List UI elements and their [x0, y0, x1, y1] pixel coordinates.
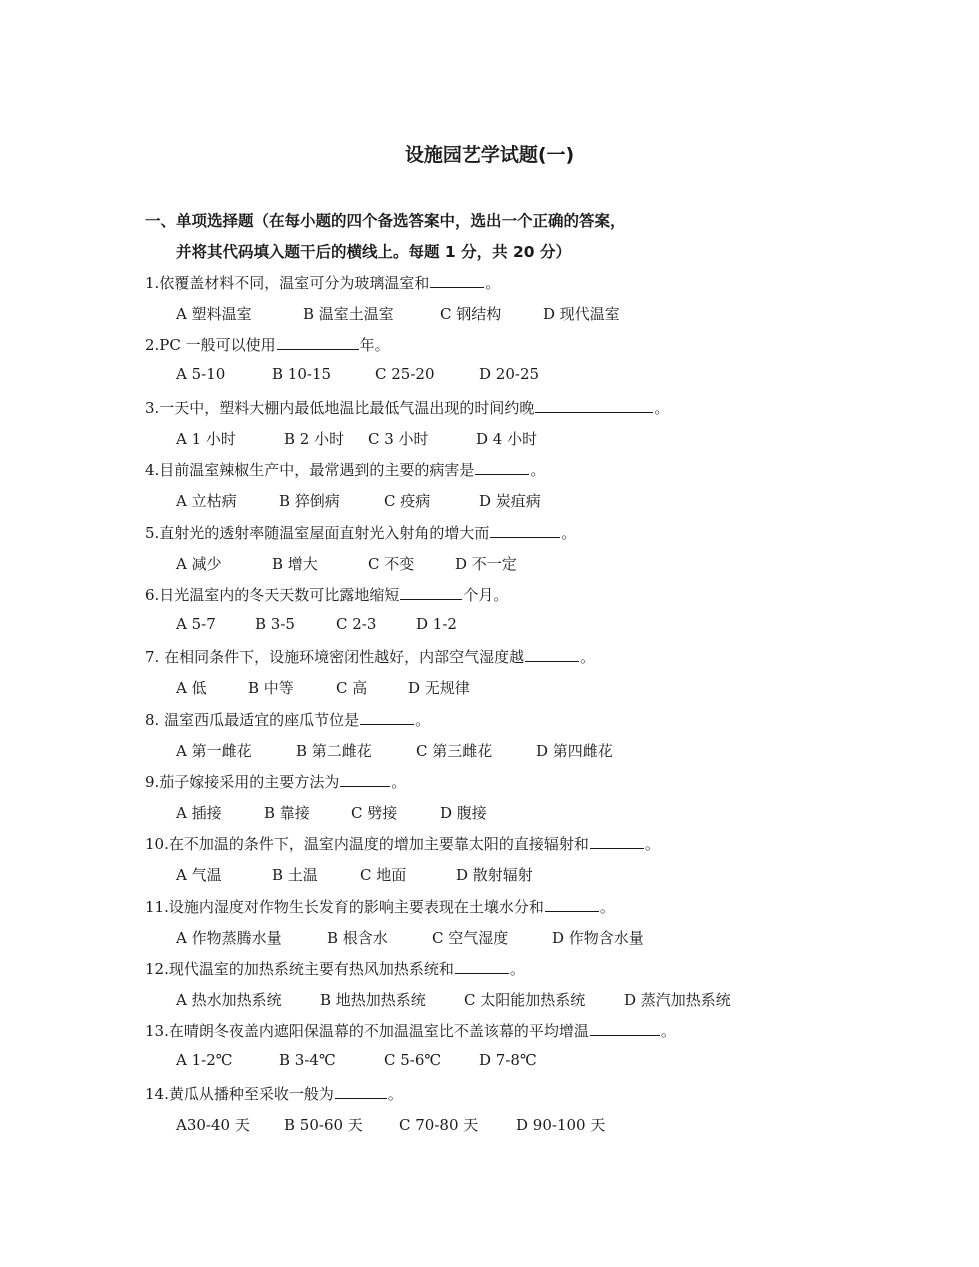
question-text: 2.PC 一般可以使用 — [145, 336, 276, 354]
option-a: A 减少 — [176, 555, 222, 573]
option-b: B 土温 — [272, 866, 318, 884]
question-suffix: 。 — [391, 773, 407, 791]
answer-blank[interactable] — [525, 646, 579, 662]
option-a: A30-40 天 — [176, 1116, 250, 1134]
question-text: 13.在晴朗冬夜盖内遮阳保温幕的不加温温室比不盖该幕的平均增温 — [145, 1022, 589, 1040]
option-b: B 第二雌花 — [296, 742, 372, 760]
question-text: 11.设施内湿度对作物生长发育的影响主要表现在土壤水分和 — [145, 898, 544, 916]
question-text: 12.现代温室的加热系统主要有热风加热系统和 — [145, 960, 454, 978]
option-b: B 温室土温室 — [303, 305, 394, 323]
question-text: 5.直射光的透射率随温室屋面直射光入射角的增大而 — [145, 524, 490, 542]
question-suffix: 。 — [644, 835, 660, 853]
question-2 — [145, 334, 390, 355]
question-4 — [145, 459, 545, 480]
option-c: C 3 小时 — [368, 430, 429, 448]
option-d: D 1-2 — [416, 615, 457, 633]
option-a: A 热水加热系统 — [176, 991, 282, 1009]
option-b: B 增大 — [272, 555, 318, 573]
question-text: 6.日光温室内的冬天天数可比露地缩短 — [145, 586, 400, 604]
question-text: 9.茄子嫁接采用的主要方法为 — [145, 773, 340, 791]
option-d: D 炭疽病 — [479, 492, 541, 510]
question-suffix: 。 — [530, 461, 546, 479]
question-14 — [145, 1083, 403, 1104]
answer-blank[interactable] — [535, 397, 653, 413]
section-heading-line1: 一、单项选择题（在每小题的四个备选答案中，选出一个正确的答案， — [145, 212, 626, 230]
option-a: A 1-2℃ — [176, 1051, 233, 1069]
question-suffix: 个月。 — [463, 586, 509, 604]
question-text: 1.依覆盖材料不同，温室可分为玻璃温室和 — [145, 274, 430, 292]
option-a: A 插接 — [176, 804, 222, 822]
question-text: 10.在不加温的条件下，温室内温度的增加主要靠太阳的直接辐射和 — [145, 835, 589, 853]
option-a: A 立枯病 — [176, 492, 237, 510]
option-a: A 塑料温室 — [176, 305, 252, 323]
question-suffix: 。 — [509, 960, 525, 978]
option-b: B 地热加热系统 — [320, 991, 426, 1009]
option-a: A 作物蒸腾水量 — [176, 929, 282, 947]
option-b: B 2 小时 — [284, 430, 345, 448]
option-a: A 低 — [176, 679, 207, 697]
question-text: 7. 在相同条件下，设施环境密闭性越好，内部空气湿度越 — [145, 648, 525, 666]
option-a: A 1 小时 — [176, 430, 236, 448]
option-c: C 太阳能加热系统 — [464, 991, 586, 1009]
question-12 — [145, 958, 525, 979]
option-b: B 根含水 — [327, 929, 388, 947]
answer-blank[interactable] — [545, 896, 599, 912]
option-c: C 不变 — [368, 555, 415, 573]
answer-blank[interactable] — [590, 833, 644, 849]
answer-blank[interactable] — [400, 584, 462, 600]
question-3 — [145, 397, 669, 418]
question-6 — [145, 584, 508, 605]
section-heading-line2: 并将其代码填入题干后的横线上。每题 1 分，共 20 分） — [176, 243, 571, 261]
option-a: A 5-10 — [176, 365, 226, 383]
question-suffix: 。 — [387, 1085, 403, 1103]
question-7 — [145, 646, 595, 667]
exam-title: 设施园艺学试题(一) — [404, 144, 575, 166]
option-b: B 靠接 — [264, 804, 310, 822]
option-d: D 蒸汽加热系统 — [624, 991, 731, 1009]
question-suffix: 。 — [415, 711, 431, 729]
question-suffix: 。 — [654, 399, 670, 417]
question-text: 4.目前温室辣椒生产中，最常遇到的主要的病害是 — [145, 461, 475, 479]
question-suffix: 。 — [599, 898, 615, 916]
option-b: B 3-4℃ — [279, 1051, 336, 1069]
question-8 — [145, 709, 430, 730]
option-c: C 高 — [336, 679, 368, 697]
answer-blank[interactable] — [590, 1020, 660, 1036]
answer-blank[interactable] — [475, 459, 529, 475]
question-suffix: 年。 — [359, 336, 390, 354]
option-c: C 5-6℃ — [384, 1051, 442, 1069]
option-c: C 第三雌花 — [416, 742, 493, 760]
option-a: A 5-7 — [176, 615, 216, 633]
option-d: D 4 小时 — [476, 430, 538, 448]
option-d: D 散射辐射 — [456, 866, 533, 884]
option-c: C 70-80 天 — [399, 1116, 479, 1134]
option-d: D 第四雌花 — [536, 742, 613, 760]
question-suffix: 。 — [580, 648, 596, 666]
option-b: B 50-60 天 — [284, 1116, 363, 1134]
option-d: D 现代温室 — [543, 305, 620, 323]
answer-blank[interactable] — [490, 522, 560, 538]
answer-blank[interactable] — [277, 334, 359, 350]
option-d: D 20-25 — [479, 365, 540, 383]
option-c: C 疫病 — [384, 492, 431, 510]
option-c: C 劈接 — [351, 804, 398, 822]
answer-blank[interactable] — [335, 1083, 387, 1099]
question-9 — [145, 771, 406, 792]
option-b: B 3-5 — [255, 615, 295, 633]
option-d: D 作物含水量 — [552, 929, 644, 947]
answer-blank[interactable] — [340, 771, 390, 787]
question-suffix: 。 — [561, 524, 577, 542]
option-c: C 地面 — [360, 866, 407, 884]
question-text: 14.黄瓜从播种至采收一般为 — [145, 1085, 334, 1103]
option-d: D 无规律 — [408, 679, 470, 697]
option-b: B 猝倒病 — [279, 492, 340, 510]
option-c: C 空气湿度 — [432, 929, 509, 947]
answer-blank[interactable] — [430, 272, 484, 288]
question-5 — [145, 522, 576, 543]
option-c: C 25-20 — [375, 365, 435, 383]
question-10 — [145, 833, 660, 854]
answer-blank[interactable] — [360, 709, 414, 725]
option-b: B 中等 — [248, 679, 294, 697]
question-13 — [145, 1020, 676, 1041]
question-1 — [145, 272, 500, 293]
option-d: D 腹接 — [440, 804, 487, 822]
option-b: B 10-15 — [272, 365, 332, 383]
option-c: C 2-3 — [336, 615, 377, 633]
option-c: C 钢结构 — [440, 305, 502, 323]
question-11 — [145, 896, 615, 917]
option-d: D 7-8℃ — [479, 1051, 537, 1069]
question-suffix: 。 — [485, 274, 501, 292]
question-text: 8. 温室西瓜最适宜的座瓜节位是 — [145, 711, 360, 729]
question-text: 3.一天中，塑料大棚内最低地温比最低气温出现的时间约晚 — [145, 399, 535, 417]
answer-blank[interactable] — [455, 958, 509, 974]
option-a: A 气温 — [176, 866, 222, 884]
option-d: D 90-100 天 — [516, 1116, 606, 1134]
option-d: D 不一定 — [455, 555, 517, 573]
option-a: A 第一雌花 — [176, 742, 252, 760]
question-suffix: 。 — [660, 1022, 676, 1040]
